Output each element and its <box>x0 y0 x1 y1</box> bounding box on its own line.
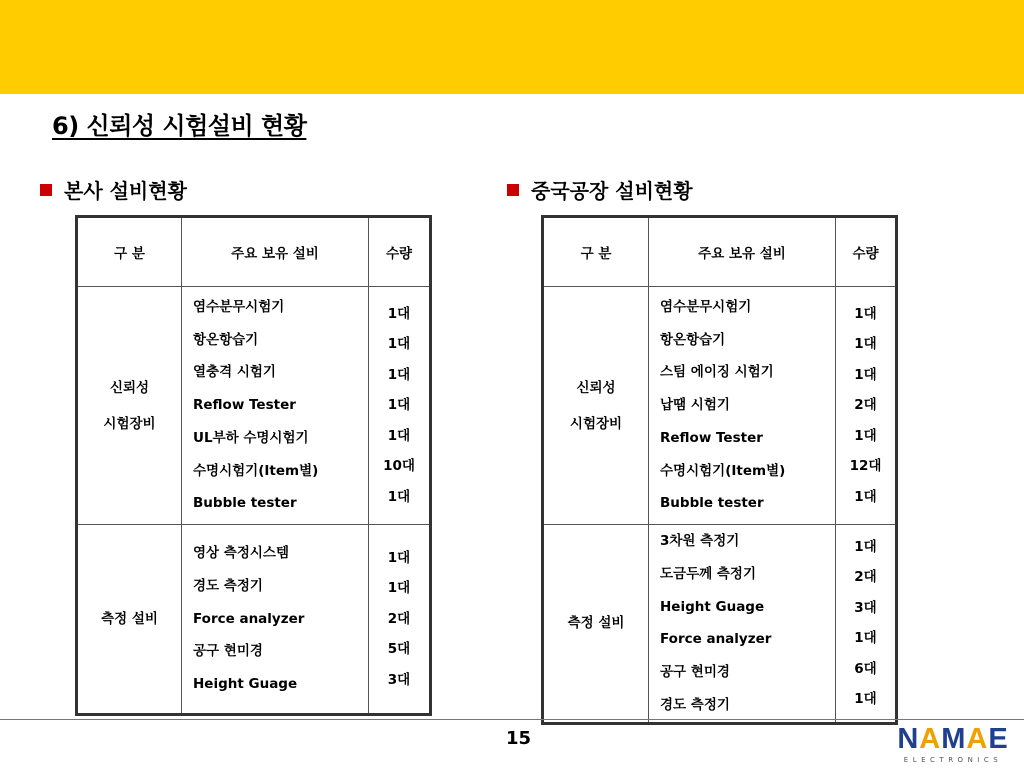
quantity-value: 1대 <box>854 488 877 505</box>
logo-letter: M <box>941 723 967 755</box>
quantity-value: 2대 <box>854 397 877 414</box>
hq-equipment-table <box>75 215 432 716</box>
equipment-item: UL부하 수명시험기 <box>193 429 309 446</box>
category-line: 측정 설비 <box>567 615 625 632</box>
quantity-list-cell <box>369 287 431 525</box>
quantity-value: 2대 <box>387 610 411 627</box>
equipment-item: 도금두께 측정기 <box>660 565 756 582</box>
quantity-value: 6대 <box>854 660 877 677</box>
equipment-list-cell <box>182 525 369 715</box>
quantity-value: 10대 <box>383 458 415 475</box>
equipment-item: 공구 현미경 <box>193 643 263 660</box>
logo-letter: E <box>988 723 1009 755</box>
section-heading-text: 본사 설비현황 <box>64 179 187 203</box>
quantity-value: 1대 <box>387 366 411 383</box>
bullet-square-icon <box>40 184 52 196</box>
section-heading-text: 중국공장 설비현황 <box>531 179 693 203</box>
table-header-row <box>543 217 897 287</box>
equipment-item: 수명시험기(Item별) <box>193 462 319 479</box>
quantity-value: 2대 <box>854 569 877 586</box>
table-header-row <box>77 217 431 287</box>
equipment-item: Height Guage <box>660 598 765 615</box>
category-cell <box>543 525 649 724</box>
quantity-list-cell <box>369 525 431 715</box>
quantity-value: 1대 <box>854 427 877 444</box>
quantity-value: 1대 <box>854 538 877 555</box>
quantity-value: 1대 <box>854 305 877 322</box>
equipment-item: 염수분무시험기 <box>660 298 752 315</box>
category-cell <box>77 525 182 715</box>
company-logo <box>885 724 1021 764</box>
quantity-value: 1대 <box>387 397 411 414</box>
table-row-measurement <box>543 525 897 724</box>
quantity-value: 1대 <box>387 336 411 353</box>
equipment-list-cell <box>649 287 836 525</box>
equipment-item: 경도 측정기 <box>193 577 263 594</box>
footer-divider <box>0 719 1024 720</box>
quantity-value: 1대 <box>854 336 877 353</box>
category-line: 신뢰성 <box>576 379 616 396</box>
equipment-item: 영상 측정시스템 <box>193 545 289 561</box>
equipment-list-cell <box>182 287 369 525</box>
equipment-item: 항온항습기 <box>660 331 726 348</box>
section-heading-hq <box>40 175 187 204</box>
category-line: 측정 설비 <box>101 611 158 627</box>
equipment-item: Reflow Tester <box>193 397 296 414</box>
table-row-reliability <box>77 287 431 525</box>
equipment-item: 3차원 측정기 <box>660 533 740 549</box>
equipment-item: Force analyzer <box>193 610 305 627</box>
table-row-measurement <box>77 525 431 715</box>
column-header-equipment: 주요 보유 설비 <box>182 217 369 287</box>
equipment-item: 스팀 에이징 시험기 <box>660 364 774 381</box>
quantity-value: 1대 <box>387 305 411 322</box>
equipment-item: Bubble tester <box>660 495 764 512</box>
equipment-item: Bubble tester <box>193 495 297 512</box>
logo-wordmark <box>885 724 1021 754</box>
category-cell <box>543 287 649 525</box>
equipment-item: Height Guage <box>193 676 298 693</box>
equipment-list-cell <box>649 525 836 724</box>
quantity-value: 1대 <box>387 427 411 444</box>
column-header-equipment: 주요 보유 설비 <box>649 217 836 287</box>
category-cell <box>77 287 182 525</box>
quantity-value: 5대 <box>387 641 411 658</box>
column-header-category: 구 분 <box>543 217 649 287</box>
equipment-item: 공구 현미경 <box>660 664 730 681</box>
quantity-value: 1대 <box>387 549 411 566</box>
column-header-category: 구 분 <box>77 217 182 287</box>
quantity-value: 1대 <box>854 630 877 647</box>
slide-title: 6) 신뢰성 시험설비 현황 <box>52 112 307 140</box>
quantity-value: 12대 <box>849 458 882 475</box>
quantity-value: 3대 <box>854 599 877 616</box>
equipment-item: Force analyzer <box>660 631 772 648</box>
bullet-square-icon <box>507 184 519 196</box>
logo-letter: A <box>919 723 942 755</box>
quantity-value: 1대 <box>387 488 411 505</box>
quantity-value: 1대 <box>854 366 877 383</box>
page-number: 15 <box>506 728 532 749</box>
equipment-item: 항온항습기 <box>193 331 259 348</box>
quantity-value: 1대 <box>387 580 411 597</box>
equipment-item: 경도 측정기 <box>660 696 730 713</box>
equipment-item: Reflow Tester <box>660 429 763 446</box>
table-row-reliability <box>543 287 897 525</box>
logo-letter: A <box>966 723 989 755</box>
column-header-quantity: 수량 <box>369 217 431 287</box>
section-heading-china <box>507 175 693 204</box>
logo-subtext: ELECTRONICS <box>903 756 1003 764</box>
quantity-list-cell <box>836 287 897 525</box>
quantity-list-cell <box>836 525 897 724</box>
category-line: 시험장비 <box>569 415 623 432</box>
equipment-item: 열충격 시험기 <box>193 364 276 381</box>
category-line: 시험장비 <box>103 415 156 432</box>
quantity-value: 3대 <box>387 671 411 688</box>
category-line: 신뢰성 <box>109 379 150 396</box>
equipment-item: 납땜 시험기 <box>660 397 730 414</box>
equipment-item: 수명시험기(Item별) <box>660 462 786 479</box>
equipment-item: 염수분무시험기 <box>193 298 285 315</box>
header-band <box>0 0 1024 94</box>
quantity-value: 1대 <box>854 691 877 708</box>
logo-letter: N <box>897 723 920 755</box>
china-equipment-table <box>541 215 898 725</box>
column-header-quantity: 수량 <box>836 217 897 287</box>
